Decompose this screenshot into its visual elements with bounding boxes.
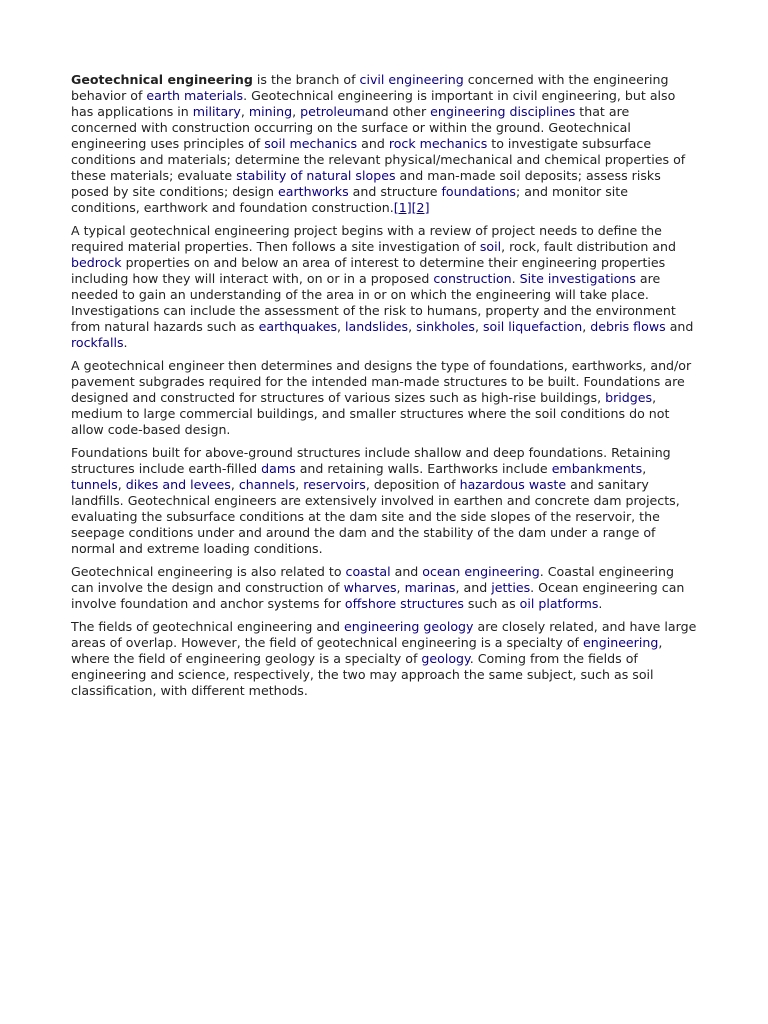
wiki-link[interactable]: dikes and levees xyxy=(125,477,231,492)
body-text: , xyxy=(240,104,249,119)
wiki-link[interactable]: petroleum xyxy=(300,104,365,119)
wiki-link[interactable]: bedrock xyxy=(71,255,122,270)
wiki-link[interactable]: earth materials xyxy=(146,88,244,103)
wiki-link[interactable]: construction xyxy=(433,271,512,286)
body-text: , xyxy=(474,319,483,334)
body-text: ; and monitor site conditions, earthwork and foundation construction. xyxy=(71,184,628,215)
wiki-link[interactable]: landslides xyxy=(345,319,409,334)
body-text: A typical geotechnical engineering project begins with a review of project needs to define the required material properties. Then follows a site investigation of xyxy=(71,223,662,254)
body-text: , xyxy=(337,319,346,334)
wiki-link[interactable]: civil engineering xyxy=(359,72,464,87)
body-text: . xyxy=(123,335,128,350)
wiki-link[interactable]: rockfalls xyxy=(71,335,124,350)
wiki-link[interactable]: foundations xyxy=(441,184,516,199)
body-text: and xyxy=(665,319,694,334)
body-text: . Coming from the fields of engineering and science, respectively, the two may approach the same subject, such as soil classification, with different methods. xyxy=(71,651,654,698)
body-text: The fields of geotechnical engineering and xyxy=(71,619,345,634)
article-subject: Geotechnical engineering xyxy=(71,72,253,87)
wiki-link[interactable]: earthworks xyxy=(278,184,349,199)
body-text: . xyxy=(598,596,603,611)
wiki-link[interactable]: coastal xyxy=(345,564,391,579)
body-text: . Coastal engineering can involve the design and construction of xyxy=(71,564,675,595)
body-text: , xyxy=(292,104,301,119)
body-text: , where the field of engineering geology is a specialty of xyxy=(71,635,663,666)
paragraph-2 xyxy=(71,223,699,351)
paragraph-4 xyxy=(71,445,699,557)
body-text: Foundations built for above-ground structures include shallow and deep foundations. Retaining structures include earth-filled xyxy=(71,445,671,476)
wiki-link[interactable]: rock mechanics xyxy=(388,136,488,151)
body-text: , xyxy=(117,477,126,492)
wiki-link[interactable]: offshore structures xyxy=(344,596,464,611)
body-text: and structure xyxy=(348,184,442,199)
body-text: , deposition of xyxy=(365,477,460,492)
body-text: properties on and below an area of interest to determine their engineering properties including how they will interact with, on or in a proposed xyxy=(71,255,666,286)
wiki-link[interactable]: wharves xyxy=(343,580,397,595)
paragraph-6 xyxy=(71,619,699,699)
body-text: and other xyxy=(364,104,431,119)
wiki-link[interactable]: soil xyxy=(479,239,502,254)
wiki-link[interactable]: mining xyxy=(248,104,293,119)
wiki-link[interactable]: ocean engineering xyxy=(422,564,540,579)
wiki-link[interactable]: marinas xyxy=(404,580,456,595)
wiki-link[interactable]: engineering disciplines xyxy=(430,104,576,119)
wiki-link[interactable]: engineering geology xyxy=(344,619,474,634)
body-text: . Ocean engineering can involve foundation and anchor systems for xyxy=(71,580,685,611)
wiki-link[interactable]: hazardous waste xyxy=(459,477,567,492)
wiki-link[interactable]: soil liquefaction xyxy=(482,319,583,334)
wiki-link[interactable]: military xyxy=(192,104,241,119)
article-body xyxy=(71,72,699,706)
body-text: that are concerned with construction occurring on the surface or within the ground. Geotechnical engineering uses principles of xyxy=(71,104,631,151)
body-text: , xyxy=(408,319,417,334)
wiki-link[interactable]: reservoirs xyxy=(303,477,366,492)
citation-link[interactable]: [2] xyxy=(411,200,430,215)
body-text: to investigate subsurface conditions and materials; determine the relevant physical/mechanical and chemical properties of these materials; evaluate xyxy=(71,136,686,183)
wiki-link[interactable]: bridges xyxy=(605,390,653,405)
body-text: , xyxy=(396,580,405,595)
wiki-link[interactable]: soil mechanics xyxy=(264,136,358,151)
body-text: and retaining walls. Earthworks include xyxy=(295,461,552,476)
wiki-link[interactable]: engineering xyxy=(582,635,659,650)
body-text: . xyxy=(511,271,520,286)
wiki-link[interactable]: earthquakes xyxy=(258,319,338,334)
wiki-link[interactable]: Site investigations xyxy=(519,271,636,286)
body-text: , xyxy=(582,319,591,334)
body-text: , xyxy=(230,477,239,492)
wiki-link[interactable]: geology xyxy=(421,651,470,666)
body-text: , medium to large commercial buildings, and smaller structures where the soil conditions do not allow code-based design. xyxy=(71,390,670,437)
body-text: , xyxy=(295,477,304,492)
body-text: and xyxy=(390,564,423,579)
body-text: and sanitary landfills. Geotechnical engineers are extensively involved in earthen and concrete dam projects, evaluating the subsurface conditions at the dam site and the side slopes of the reservoir, the seepage conditions under and around the dam and the stability of the dam under a range of normal and extreme loading conditions. xyxy=(71,477,680,556)
citation-link[interactable]: [1] xyxy=(393,200,412,215)
body-text: Geotechnical engineering is also related to xyxy=(71,564,346,579)
wiki-link[interactable]: jetties xyxy=(491,580,531,595)
wiki-link[interactable]: embankments xyxy=(551,461,643,476)
body-text: are closely related, and have large areas of overlap. However, the field of geotechnical engineering is a specialty of xyxy=(71,619,697,650)
paragraph-3 xyxy=(71,358,699,438)
body-text: , and xyxy=(455,580,492,595)
wiki-link[interactable]: debris flows xyxy=(590,319,666,334)
wiki-link[interactable]: dams xyxy=(261,461,296,476)
paragraph-1 xyxy=(71,72,699,216)
wiki-link[interactable]: tunnels xyxy=(71,477,118,492)
body-text: and man-made soil deposits; assess risks posed by site conditions; design xyxy=(71,168,661,199)
paragraph-5 xyxy=(71,564,699,612)
body-text: concerned with the engineering behavior of xyxy=(71,72,669,103)
body-text: such as xyxy=(463,596,520,611)
body-text: A geotechnical engineer then determines and designs the type of foundations, earthworks, and/or pavement subgrades required for the intended man-made structures to be built. Foundations are designed and constructed for structures of various sizes such as high-rise buildings, xyxy=(71,358,692,405)
wiki-link[interactable]: sinkholes xyxy=(416,319,475,334)
body-text: . Geotechnical engineering is important in civil engineering, but also has applications in xyxy=(71,88,676,119)
wiki-link[interactable]: oil platforms xyxy=(519,596,599,611)
body-text: , xyxy=(642,461,647,476)
body-text: and xyxy=(357,136,389,151)
wiki-link[interactable]: channels xyxy=(238,477,296,492)
body-text: is the branch of xyxy=(252,72,360,87)
body-text: , rock, fault distribution and xyxy=(501,239,676,254)
body-text: are needed to gain an understanding of the area in or on which the engineering will take place. Investigations can include the assessment of the risk to humans, property and the environment from natural hazards such as xyxy=(71,271,676,334)
wiki-link[interactable]: stability of natural slopes xyxy=(236,168,396,183)
